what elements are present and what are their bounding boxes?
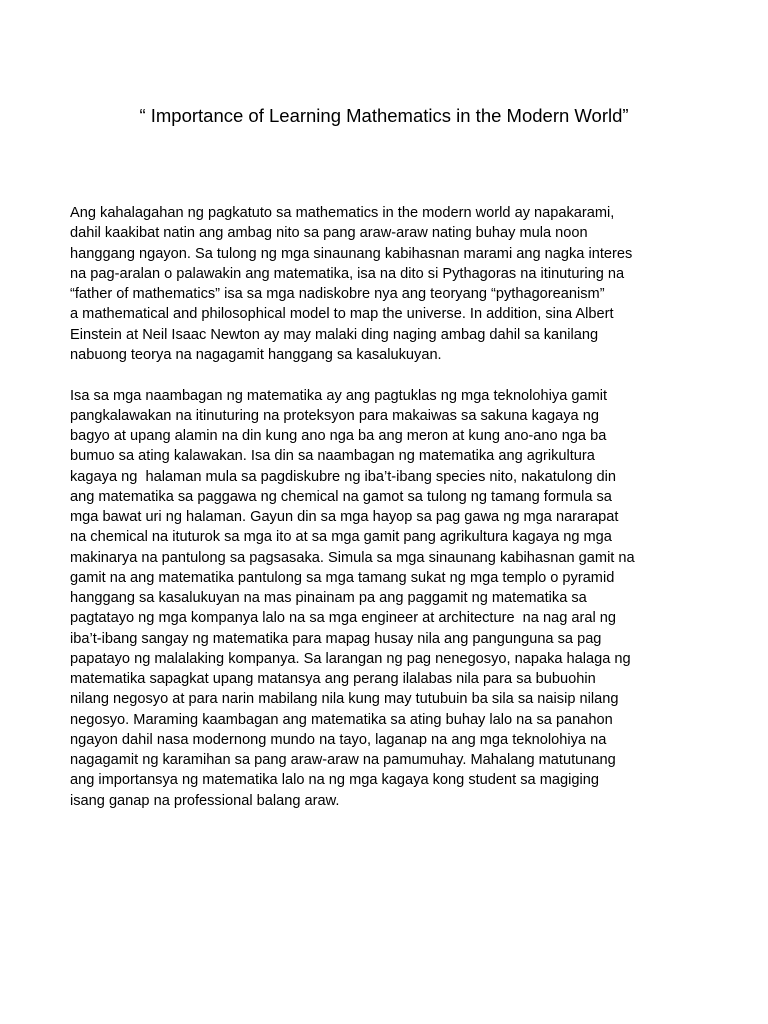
text-line: ngayon dahil nasa modernong mundo na tayo, laganap na ang mga teknolohiya na [70,731,607,748]
text-line: ang matematika sa paggawa ng chemical na gamot sa tulong ng tamang formula sa [70,488,612,505]
text-line: na chemical na ituturok sa mga ito at sa mga gamit pang agrikultura kagaya ng mga [70,529,612,546]
text-line: Einstein at Neil Isaac Newton ay may malaki ding naging ambag dahil sa kanilang [70,326,599,343]
text-line: na pag-aralan o palawakin ang matematika, isa na dito si Pythagoras na itinuturing na [70,265,625,282]
document-body [70,203,730,811]
text-line: gamit na ang matematika pantulong sa mga tamang sukat ng mga templo o pyramid [70,569,615,586]
text-line: dahil kaakibat natin ang ambag nito sa pang araw-araw nating buhay mula noon [70,225,588,242]
text-line: iba’t-ibang sangay ng matematika para mapag husay nila ang pangunguna sa pag [70,630,602,647]
document-title: “ Importance of Learning Mathematics in the Modern World” [139,105,629,126]
paragraph-spacer [70,365,730,386]
text-line: negosyo. Maraming kaambagan ang matematika sa ating buhay lalo na sa panahon [70,711,613,728]
text-line: kagaya ng halaman mula sa pagdiskubre ng iba’t-ibang species nito, nakatulong din [70,468,617,485]
text-line: makinarya na pantulong sa pagsasaka. Simula sa mga sinaunang kabihasnan gamit na [70,549,635,566]
text-line: mga bawat uri ng halaman. Gayun din sa mga hayop sa pag gawa ng mga nararapat [70,509,619,525]
text-line: nabuong teorya na nagagamit hanggang sa kasalukuyan. [70,346,442,363]
text-line: pangkalawakan na itinuturing na proteksyon para makaiwas sa sakuna kagaya ng [70,407,599,424]
text-line: ang importansya ng matematika lalo na ng mga kagaya kong student sa magiging [70,772,599,789]
text-line: Ang kahalagahan ng pagkatuto sa mathematics in the modern world ay napakarami, [70,205,615,221]
paragraph [70,386,730,811]
text-line: hanggang sa kasalukuyan na mas pinainam pa ang paggamit ng matematika sa [70,590,587,606]
text-line: “father of mathematics” isa sa mga nadiskobre nya ang teoryang “pythagoreanism” [70,286,605,302]
text-line: hanggang ngayon. Sa tulong ng mga sinaunang kabihasnan marami ang nagka interes [70,245,633,262]
text-line: bumuo sa ating kalawakan. Isa din sa naambagan ng matematika ang agrikultura [70,448,595,465]
text-line: isang ganap na professional balang araw. [70,792,340,809]
text-line: a mathematical and philosophical model to map the universe. In addition, sina Albert [70,306,614,323]
text-line: papatayo ng malalaking kompanya. Sa larangan ng pag nenegosyo, napaka halaga ng [70,650,631,667]
paragraph [70,203,730,365]
text-line: matematika sapagkat upang matansya ang perang ilalabas nila para sa bubuohin [70,671,596,687]
text-line: nilang negosyo at para narin mabilang nila kung may tutubuin ba sila sa naisip nilang [70,691,619,708]
text-line: Isa sa mga naambagan ng matematika ay ang pagtuklas ng mga teknolohiya gamit [70,387,608,404]
text-line: bagyo at upang alamin na din kung ano nga ba ang meron at kung ano-ano nga ba [70,428,607,444]
text-line: nagagamit ng karamihan sa pang araw-araw na pamumuhay. Mahalang matutunang [70,752,616,768]
text-line: pagtatayo ng mga kompanya lalo na sa mga engineer at architecture na nag aral ng [70,610,616,627]
